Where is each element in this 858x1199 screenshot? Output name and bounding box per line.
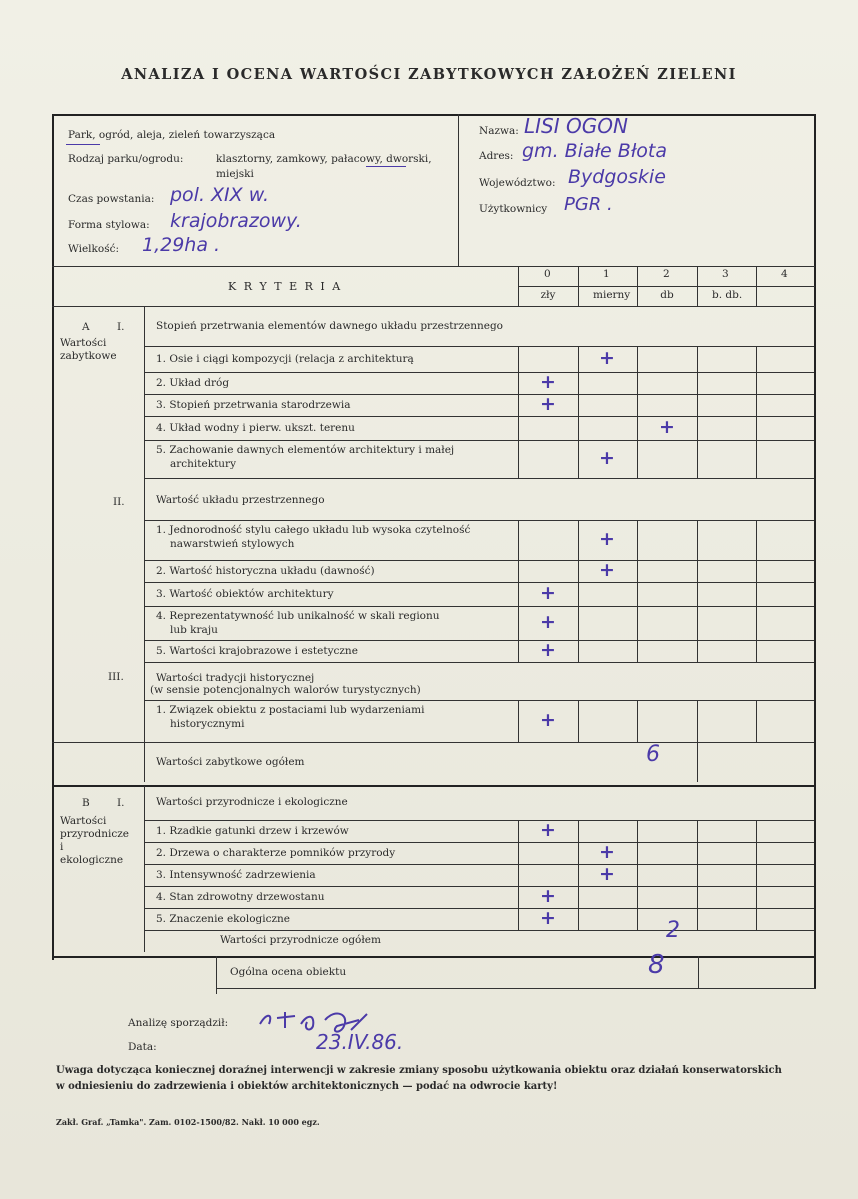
section-a-group-label: Wartości zabytkowe (60, 337, 117, 362)
row-line (144, 560, 814, 561)
score-cell-divider (518, 640, 519, 662)
total-label: Wartości przyrodnicze ogółem (220, 934, 381, 946)
section-b-group-label: Wartości przyrodnicze i ekologiczne (60, 815, 130, 866)
score-cell-divider (756, 886, 757, 908)
score-cell-divider (637, 346, 638, 372)
criterion-label: 3. Wartość obiektów architektury (156, 588, 334, 600)
score-cell-divider (756, 908, 757, 930)
score-number: 1 (603, 268, 610, 280)
size-value: 1,29ha . (142, 234, 221, 256)
score-cell-divider (697, 372, 698, 394)
total-divider (697, 742, 698, 782)
criterion-label: 1. Związek obiektu z postaciami lub wydarzeniami (156, 704, 425, 716)
score-cell-divider (578, 346, 579, 372)
score-cell-divider (518, 864, 519, 886)
row-line (144, 700, 814, 701)
score-cell-divider (578, 842, 579, 864)
score-cell-divider (578, 372, 579, 394)
score-cell-divider (637, 908, 638, 930)
address-value: gm. Białe Błota (522, 140, 667, 162)
score-cell-divider (578, 908, 579, 930)
score-cell-divider (697, 346, 698, 372)
score-cell-divider (637, 440, 638, 478)
analyst-label: Analizę sporządził: (128, 1017, 229, 1029)
score-cell-divider (697, 560, 698, 582)
score-number: 2 (663, 268, 670, 280)
score-cell-divider (578, 820, 579, 842)
score-cell-divider (756, 640, 757, 662)
score-cell-divider (518, 886, 519, 908)
section-b-num: I. (117, 797, 125, 809)
criterion-label: 3. Stopień przetrwania starodrzewia (156, 399, 351, 411)
row-line (144, 394, 814, 395)
score-mark: + (599, 863, 615, 885)
criterion-label: 1. Osie i ciągi kompozycji (relacja z architekturą (156, 353, 414, 365)
score-cell-divider (697, 394, 698, 416)
score-label: db (660, 289, 674, 301)
user-value: PGR . (564, 194, 613, 215)
section-a-sub2-num: II. (113, 496, 125, 508)
voivodeship-label: Województwo: (479, 177, 556, 189)
criterion-label-2: historycznymi (170, 718, 245, 730)
criterion-label: 4. Stan zdrowotny drzewostanu (156, 891, 325, 903)
row-line (144, 864, 814, 865)
park-kind-label: Rodzaj parku/ogrodu: (68, 153, 184, 165)
row-line (144, 606, 814, 607)
criterion-label: 1. Jednorodność stylu całego układu lub wysoka czytelność (156, 524, 471, 536)
score-mark: + (599, 841, 615, 863)
criterion-label: 1. Rzadkie gatunki drzew i krzewów (156, 825, 349, 837)
row-line (144, 440, 814, 441)
score-cell-divider (756, 820, 757, 842)
score-label: mierny (593, 289, 631, 301)
criterion-label-2: lub kraju (170, 624, 218, 636)
score-cell-divider (578, 440, 579, 478)
score-cell-divider (637, 886, 638, 908)
score-mark: + (540, 639, 556, 661)
table-bottom (52, 956, 815, 958)
score-cell-divider (697, 908, 698, 930)
criterion-label: 2. Układ dróg (156, 377, 230, 389)
overall-label: Ogólna ocena obiektu (230, 966, 347, 978)
score-cell-divider (637, 700, 638, 742)
score-cell-divider (637, 520, 638, 560)
score-cell-divider (578, 582, 579, 606)
score-cell-divider (518, 394, 519, 416)
score-cell-divider (578, 520, 579, 560)
score-cell-divider (637, 640, 638, 662)
total-value: 2 (666, 918, 680, 943)
row-line (144, 930, 814, 931)
section-a-sub1-num: I. (117, 321, 125, 333)
style-form-label: Forma stylowa: (68, 219, 150, 231)
score-cell-divider (756, 346, 757, 372)
score-cell-divider (578, 560, 579, 582)
size-label: Wielkość: (68, 243, 120, 255)
score-cell-divider (637, 560, 638, 582)
park-type-label: Park, ogród, aleja, zieleń towarzysząca (68, 129, 276, 141)
score-cell-divider (697, 582, 698, 606)
score-header-divider (518, 286, 815, 287)
score-cell-divider (518, 842, 519, 864)
score-cell-divider (518, 582, 519, 606)
score-cell-divider (697, 606, 698, 640)
subsection-title: Wartości przyrodnicze i ekologiczne (156, 796, 348, 808)
score-mark: + (599, 347, 615, 369)
score-cell-divider (518, 700, 519, 742)
score-cell-divider (637, 582, 638, 606)
side-column-divider (144, 306, 145, 782)
section-divider (52, 785, 815, 787)
criteria-header-bottom (52, 306, 815, 307)
score-cell-divider (697, 640, 698, 662)
score-cell-divider (518, 520, 519, 560)
criterion-label: 5. Zachowanie dawnych elementów architektury i małej (156, 444, 455, 456)
subsection-title: Stopień przetrwania elementów dawnego układu przestrzennego (156, 320, 503, 332)
frame-top (52, 114, 815, 116)
note-line-2: w odniesieniu do zadrzewienia i obiektów architektonicznych — podać na odwrocie karty! (56, 1081, 558, 1092)
row-line (144, 372, 814, 373)
score-mark: + (540, 709, 556, 731)
score-cell-divider (756, 560, 757, 582)
row-line (144, 662, 814, 663)
section-a-sub3-num: III. (108, 671, 124, 683)
row-line (144, 820, 814, 821)
score-cell-divider (578, 394, 579, 416)
row-line (144, 640, 814, 641)
score-mark: + (540, 885, 556, 907)
creation-time-value: pol. XIX w. (170, 184, 270, 206)
score-cell-divider (518, 560, 519, 582)
underline-dworski (366, 166, 406, 167)
score-cell-divider (697, 864, 698, 886)
score-cell-divider (697, 440, 698, 478)
row-line (144, 908, 814, 909)
score-cell-divider (697, 416, 698, 440)
score-cell-divider (756, 520, 757, 560)
score-cell-divider (756, 416, 757, 440)
overall-bottom (216, 988, 816, 989)
score-cell-divider (518, 440, 519, 478)
total-label: Wartości zabytkowe ogółem (156, 756, 305, 768)
score-cell-divider (578, 864, 579, 886)
printer-info: Zakł. Graf. „Tamka". Zam. 0102-1500/82. Nakł. 10 000 egz. (56, 1117, 320, 1127)
creation-time-label: Czas powstania: (68, 193, 155, 205)
criterion-label: 4. Reprezentatywność lub unikalność w skali regionu (156, 610, 440, 622)
score-mark: + (599, 528, 615, 550)
note-line-1: Uwaga dotycząca koniecznej doraźnej interwencji w zakresie zmiany sposobu użytkowania obiektu oraz działań konserwatorskich (56, 1065, 782, 1076)
score-mark: + (540, 819, 556, 841)
style-form-value: krajobrazowy. (170, 210, 302, 232)
criterion-label: 2. Wartość historyczna układu (dawność) (156, 565, 375, 577)
voivodeship-value: Bydgoskie (568, 166, 666, 188)
section-a-letter: A (82, 321, 90, 333)
score-cell-divider (518, 820, 519, 842)
row-line (144, 520, 814, 521)
row-line (144, 478, 814, 479)
subsection-title: Wartość układu przestrzennego (156, 494, 325, 506)
score-mark: + (540, 611, 556, 633)
side-divider (52, 742, 144, 743)
total-value: 6 (646, 742, 660, 767)
score-mark: + (540, 907, 556, 929)
score-label: b. db. (712, 289, 743, 301)
score-cell-divider (637, 606, 638, 640)
score-cell-divider (697, 700, 698, 742)
subsection-title: Wartości tradycji historycznej (156, 672, 315, 684)
score-cell-divider (697, 520, 698, 560)
frame-left (52, 114, 54, 960)
frame-right (814, 114, 816, 988)
criterion-label-2: nawarstwień stylowych (170, 538, 295, 550)
criterion-label: 5. Znaczenie ekologiczne (156, 913, 291, 925)
name-value: LISI OGON (524, 114, 628, 138)
score-cell-divider (578, 606, 579, 640)
park-kind-options: klasztorny, zamkowy, pałacowy, dworski, (216, 153, 432, 165)
score-cell-divider (518, 372, 519, 394)
score-cell-divider (756, 440, 757, 478)
header-divider (458, 114, 459, 266)
score-cell-divider (756, 864, 757, 886)
score-cell-divider (578, 640, 579, 662)
criterion-label: 2. Drzewa o charakterze pomników przyrody (156, 847, 396, 859)
score-cell-divider (518, 346, 519, 372)
score-cell-divider (578, 886, 579, 908)
score-cell-divider (637, 820, 638, 842)
row-line (144, 886, 814, 887)
score-cell-divider (578, 700, 579, 742)
score-cell-divider (697, 886, 698, 908)
page-title: ANALIZA I OCENA WARTOŚCI ZABYTKOWYCH ZAŁOŻEŃ ZIELENI (121, 66, 737, 83)
criterion-label: 4. Układ wodny i pierw. ukszt. terenu (156, 422, 355, 434)
score-cell-divider (578, 416, 579, 440)
score-cell-divider (637, 842, 638, 864)
score-cell-divider (518, 908, 519, 930)
row-line (144, 582, 814, 583)
date-label: Data: (128, 1041, 157, 1053)
name-label: Nazwa: (479, 125, 519, 137)
row-line (144, 742, 814, 743)
score-cell-divider (637, 372, 638, 394)
score-cell-divider (637, 416, 638, 440)
underline-park (66, 144, 100, 145)
score-cell-divider (697, 820, 698, 842)
score-mark: + (540, 371, 556, 393)
score-cell-divider (756, 582, 757, 606)
score-mark: + (599, 447, 615, 469)
score-cell-divider (637, 394, 638, 416)
score-mark: + (659, 416, 675, 438)
score-number: 3 (722, 268, 729, 280)
score-cell-divider (756, 700, 757, 742)
criterion-label-2: architektury (170, 458, 237, 470)
row-line (144, 346, 814, 347)
score-label: zły (540, 289, 556, 301)
score-cell-divider (756, 606, 757, 640)
score-cell-divider (637, 864, 638, 886)
score-cell-divider (756, 394, 757, 416)
criteria-title: K R Y T E R I A (228, 280, 343, 293)
header-bottom (52, 266, 815, 267)
row-line (144, 416, 814, 417)
section-b-letter: B (82, 797, 90, 809)
park-kind-options-2: miejski (216, 168, 254, 180)
score-cell-divider (756, 842, 757, 864)
score-mark: + (540, 393, 556, 415)
row-line (144, 842, 814, 843)
score-cell-divider (518, 416, 519, 440)
score-cell-divider (756, 372, 757, 394)
score-cell-divider (518, 606, 519, 640)
address-label: Adres: (479, 150, 514, 162)
score-cell-divider (697, 842, 698, 864)
criterion-label: 5. Wartości krajobrazowe i estetyczne (156, 645, 358, 657)
score-number: 0 (544, 268, 551, 280)
criterion-label: 3. Intensywność zadrzewienia (156, 869, 316, 881)
score-number: 4 (781, 268, 788, 280)
score-mark: + (540, 582, 556, 604)
overall-value: 8 (648, 950, 665, 980)
overall-value-divider (698, 956, 699, 988)
user-label: Użytkownicy (479, 203, 548, 215)
score-mark: + (599, 559, 615, 581)
side-column-divider-b (144, 786, 145, 952)
subsection-title-2: (w sensie potencjonalnych walorów turystycznych) (150, 684, 421, 696)
date-value: 23.IV.86. (316, 1030, 404, 1054)
